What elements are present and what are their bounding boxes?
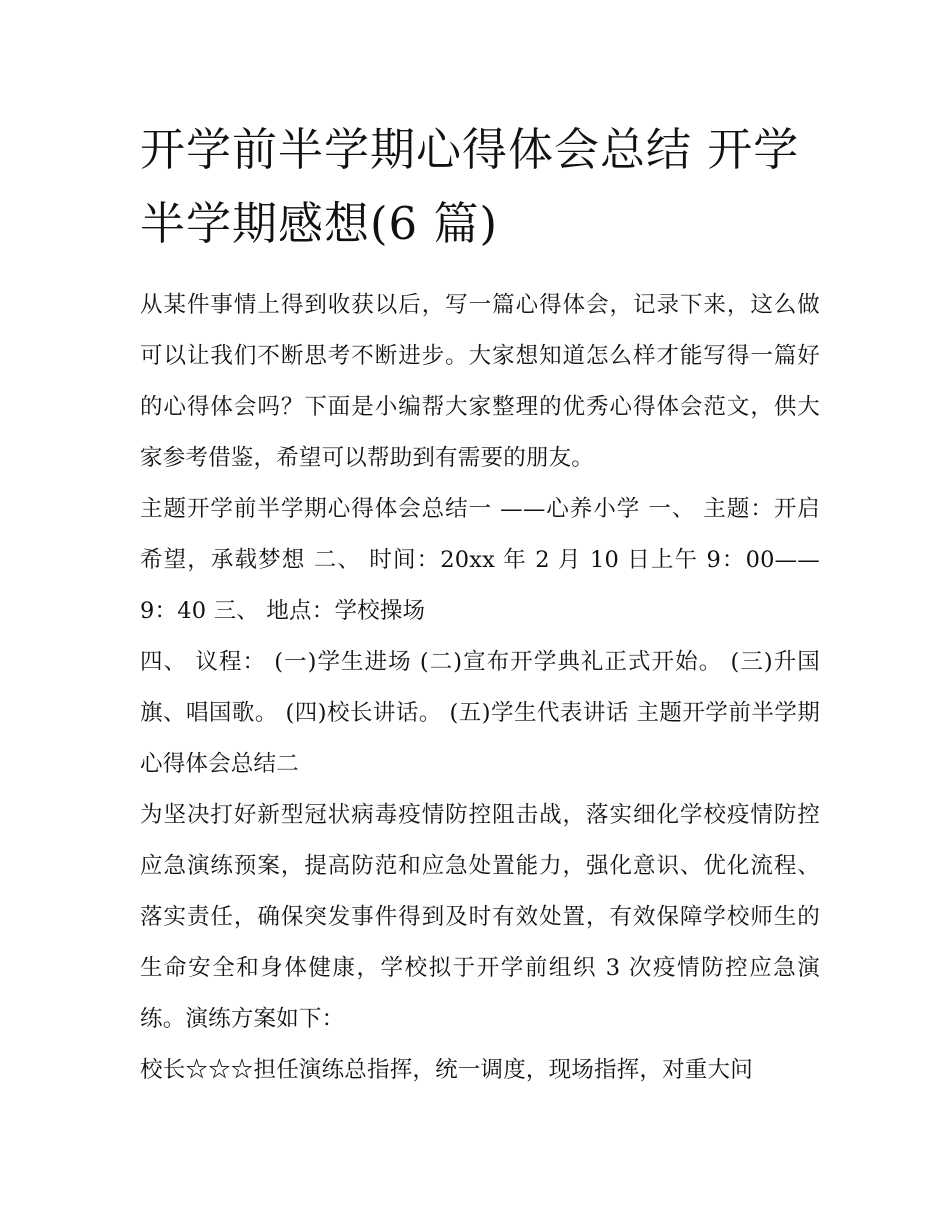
document-body bbox=[140, 280, 820, 1096]
paragraph-principal: 校长☆☆☆担任演练总指挥，统一调度，现场指挥，对重大问 bbox=[140, 1057, 753, 1083]
paragraph-agenda: 四、 议程： (一)学生进场 (二)宣布开学典礼正式开始。 (三)升国旗、唱国歌。 (四)校长讲话。 (五)学生代表讲话 主题开学前半学期心得体会总结二 bbox=[140, 649, 820, 777]
document-title: 开学前半学期心得体会总结 开学半学期感想(6 篇) bbox=[140, 123, 800, 250]
paragraph-epidemic-drill: 为坚决打好新型冠状病毒疫情防控阻击战，落实细化学校疫情防控应急演练预案，提高防范和应急处置能力，强化意识、优化流程、落实责任，确保突发事件得到及时有效处置，有效保障学校师生的生命安全和身体健康，学校拟于开学前组织 3 次疫情防控应急演练。演练方案如下： bbox=[140, 802, 820, 1032]
paragraph-theme-one: 主题开学前半学期心得体会总结一 ——心养小学 一、 主题：开启希望，承载梦想 二、 时间：20xx 年 2 月 10 日上午 9：00——9：40 三、 地点：学校操场 bbox=[140, 496, 820, 624]
paragraph-intro: 从某件事情上得到收获以后，写一篇心得体会，记录下来，这么做可以让我们不断思考不断进步。大家想知道怎么样才能写得一篇好的心得体会吗？下面是小编帮大家整理的优秀心得体会范文，供大家参考借鉴，希望可以帮助到有需要的朋友。 bbox=[140, 292, 820, 471]
